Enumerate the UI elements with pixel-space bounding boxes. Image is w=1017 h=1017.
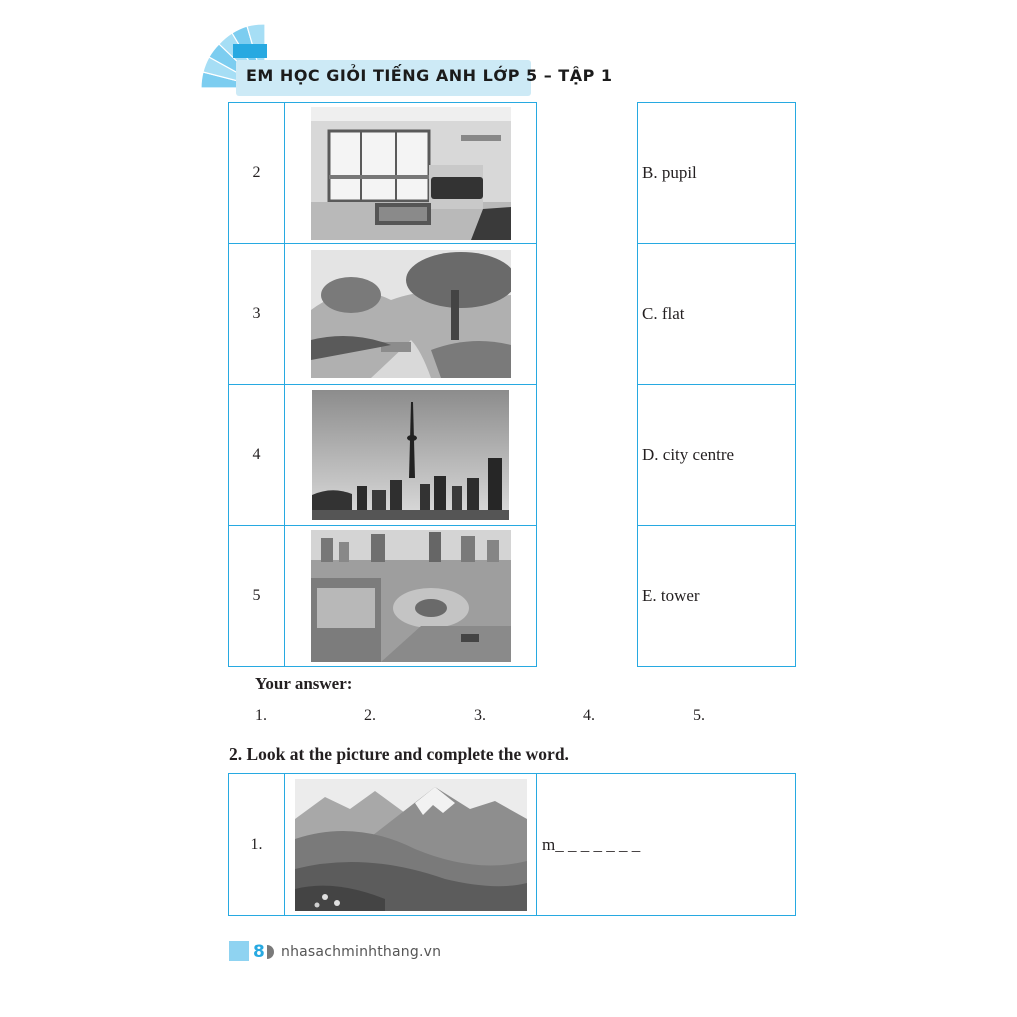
header-accent-bar bbox=[233, 44, 267, 58]
words-table bbox=[637, 102, 796, 667]
table-row bbox=[229, 774, 796, 916]
table-row bbox=[229, 103, 537, 244]
word-option: E. tower bbox=[638, 526, 796, 667]
table-row bbox=[229, 244, 537, 385]
city-tower-skyline-photo bbox=[312, 390, 509, 520]
exercise-2-title: 2. Look at the picture and complete the word. bbox=[229, 744, 569, 764]
page-number: 8 bbox=[253, 942, 265, 962]
answer-blank-5[interactable]: 5. bbox=[693, 707, 705, 724]
table-row bbox=[638, 385, 796, 526]
table-row bbox=[638, 103, 796, 244]
table-row bbox=[229, 385, 537, 526]
row-number: 5 bbox=[229, 526, 285, 667]
answer-blank-2[interactable]: 2. bbox=[364, 707, 376, 724]
row-number: 2 bbox=[229, 103, 285, 244]
answer-blank-4[interactable]: 4. bbox=[583, 707, 595, 724]
row-number: 4 bbox=[229, 385, 285, 526]
picture-cell bbox=[285, 103, 537, 244]
word-option: D. city centre bbox=[638, 385, 796, 526]
mountain-landscape-photo bbox=[295, 779, 527, 911]
half-circle-icon bbox=[267, 945, 274, 959]
city-centre-roundabout-photo bbox=[311, 530, 511, 662]
answer-label: Your answer: bbox=[255, 674, 353, 693]
picture-cell bbox=[285, 526, 537, 667]
countryside-village-photo bbox=[311, 250, 511, 378]
word-hint[interactable]: m_ _ _ _ _ _ _ bbox=[537, 774, 796, 916]
book-title: EM HỌC GIỎI TIẾNG ANH LỚP 5 – TẬP 1 bbox=[246, 66, 613, 85]
picture-cell bbox=[285, 385, 537, 526]
answer-blank-1[interactable]: 1. bbox=[255, 707, 267, 724]
footer-marker bbox=[229, 941, 249, 961]
row-number: 3 bbox=[229, 244, 285, 385]
picture-cell bbox=[285, 244, 537, 385]
footer-website: nhasachminhthang.vn bbox=[281, 944, 442, 960]
complete-word-table bbox=[228, 773, 796, 916]
pictures-table bbox=[228, 102, 537, 667]
table-row bbox=[638, 244, 796, 385]
word-option: C. flat bbox=[638, 244, 796, 385]
answer-blank-3[interactable]: 3. bbox=[474, 707, 486, 724]
table-row bbox=[229, 526, 537, 667]
picture-cell bbox=[285, 774, 537, 916]
living-room-photo bbox=[311, 107, 511, 240]
row-number: 1. bbox=[229, 774, 285, 916]
table-row bbox=[638, 526, 796, 667]
word-option: B. pupil bbox=[638, 103, 796, 244]
